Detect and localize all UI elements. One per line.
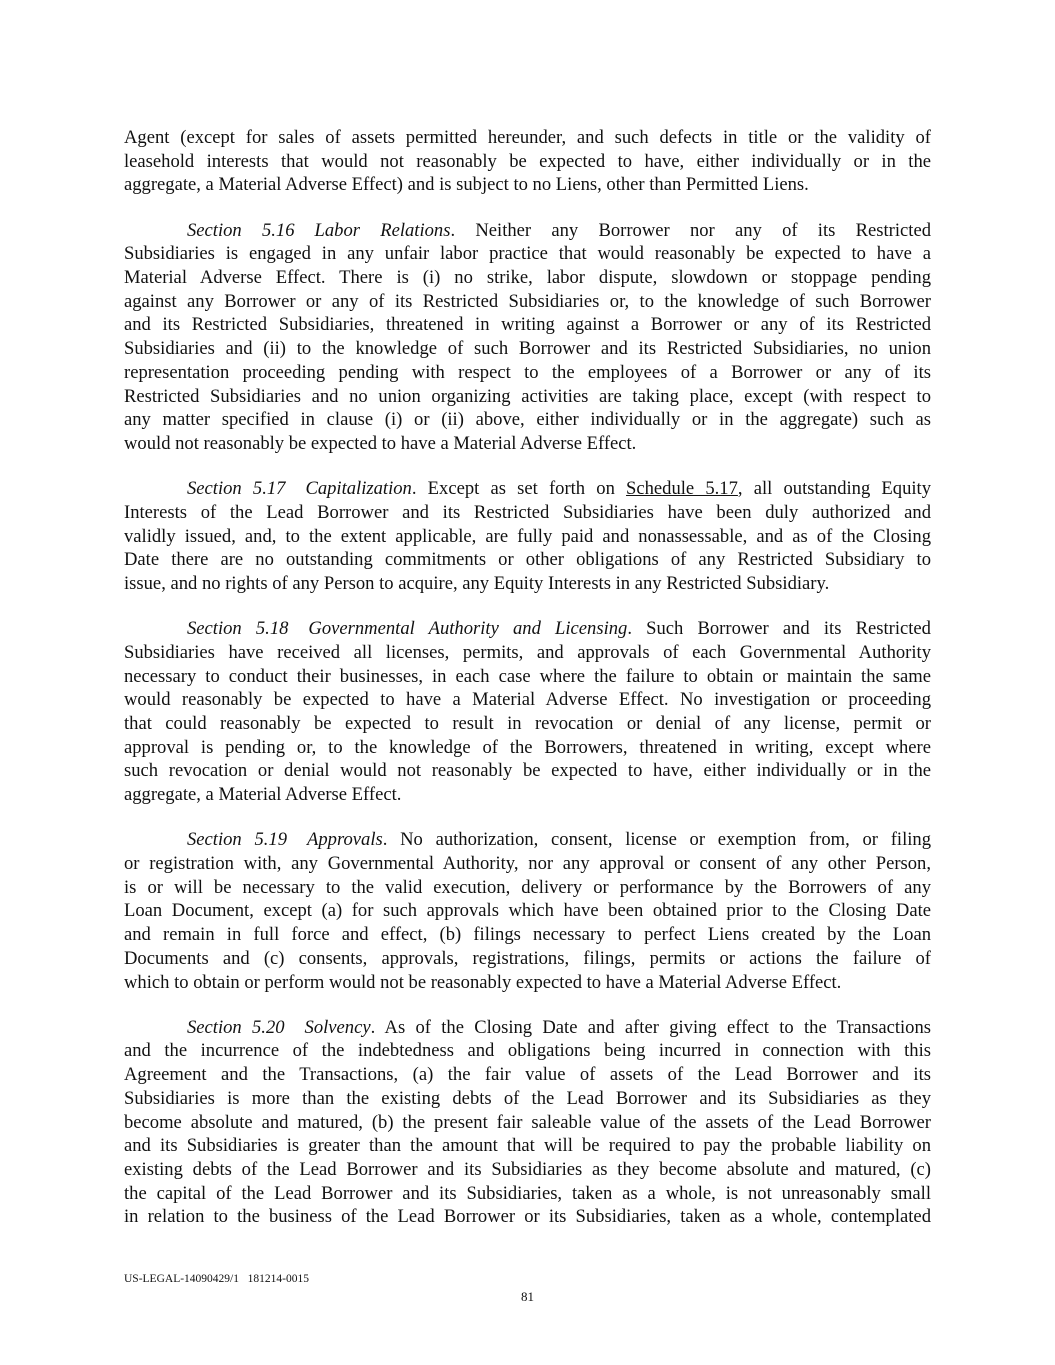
section-5-18: [124, 617, 931, 807]
text-line: and its Restricted Subsidiaries, threatened in writing against a Borrower or any of its Restricted: [124, 314, 931, 336]
text-line: is or will be necessary to the valid execution, delivery or performance by the Borrowers of any: [124, 876, 931, 898]
text-line: Loan Document, except (a) for such approvals which have been obtained prior to the Closing Date: [124, 900, 931, 922]
text-line: representation proceeding pending with respect to the employees of a Borrower or any of its: [124, 361, 931, 383]
text-line: any matter specified in clause (i) or (ii) above, either individually or in the aggregate) such as: [124, 409, 931, 431]
text-line: that could reasonably be expected to result in revocation or denial of any license, permit or: [124, 712, 931, 734]
text-line: Subsidiaries and (ii) to the knowledge of such Borrower and its Restricted Subsidiaries, no union: [124, 338, 931, 360]
section-title: Approvals: [307, 829, 383, 851]
text-line: Restricted Subsidiaries and no union organizing activities are taking place, except (with respect to: [124, 385, 931, 407]
text-line: would not reasonably be expected to have a Material Adverse Effect.: [124, 432, 637, 454]
section-heading-line: [124, 219, 931, 243]
text-line: Material Adverse Effect. There is (i) no strike, labor dispute, slowdown or stoppage pending: [124, 267, 931, 289]
section-heading-line: [124, 477, 931, 501]
text-line: or registration with, any Governmental Authority, nor any approval or consent of any other Person,: [124, 852, 931, 874]
page-number: 81: [521, 1289, 534, 1304]
footer-document-id: US-LEGAL-14090429/1 181214-0015: [124, 1273, 309, 1285]
text-line: such revocation or denial would not reasonably be expected to have, either individually or in the: [124, 760, 931, 782]
document-body: [124, 126, 931, 1251]
section-5-16: [124, 219, 931, 456]
section-5-20: [124, 1016, 931, 1229]
text-line: validly issued, and, to the extent applicable, are fully paid and nonassessable, and as of the Closing: [124, 525, 931, 547]
section-text: . Except as set forth on: [411, 478, 627, 500]
text-line: and its Subsidiaries is greater than the amount that will be required to pay the probable liability on: [124, 1135, 931, 1157]
section-5-17: [124, 477, 931, 596]
section-title: Governmental Authority and Licensing: [308, 618, 628, 640]
section-text: . Such Borrower and its Restricted: [627, 618, 931, 640]
section-text: . As of the Closing Date and after giving effect to the Transactions: [370, 1016, 931, 1038]
text-line: Interests of the Lead Borrower and its Restricted Subsidiaries have been duly authorized and: [124, 501, 931, 523]
text-line: Subsidiaries is engaged in any unfair labor practice that would reasonably be expected to have a: [124, 243, 931, 265]
text-line: issue, and no rights of any Person to acquire, any Equity Interests in any Restricted Subsidiary.: [124, 572, 830, 594]
schedule-reference: Schedule 5.17: [626, 478, 738, 500]
section-text: , all outstanding Equity: [737, 478, 931, 500]
text-line: Documents and (c) consents, approvals, registrations, filings, permits or actions the failure of: [124, 947, 931, 969]
text-line: the capital of the Lead Borrower and its Subsidiaries, taken as a whole, is not unreasonably small: [124, 1182, 931, 1204]
section-number: Section 5.19: [187, 829, 287, 851]
section-text: . Neither any Borrower nor any of its Restricted: [450, 219, 931, 241]
text-line: against any Borrower or any of its Restricted Subsidiaries or, to the knowledge of such Borrower: [124, 290, 931, 312]
text-line: which to obtain or perform would not be reasonably expected to have a Material Adverse Effect.: [124, 971, 842, 993]
text-line: aggregate, a Material Adverse Effect.: [124, 784, 402, 806]
section-title: Labor Relations: [314, 219, 451, 241]
section-number: Section 5.20: [187, 1016, 285, 1038]
text-line: existing debts of the Lead Borrower and its Subsidiaries as they become absolute and matured, (c): [124, 1158, 931, 1180]
section-number: Section 5.17: [187, 478, 286, 500]
section-number: Section 5.16: [187, 219, 295, 241]
text-line: necessary to conduct their businesses, in each case where the failure to obtain or maintain the same: [124, 665, 931, 687]
text-line: Date there are no outstanding commitments or other obligations of any Restricted Subsidiary to: [124, 549, 931, 571]
section-heading-line: [124, 617, 931, 641]
section-heading-line: [124, 828, 931, 852]
text-line: in relation to the business of the Lead Borrower or its Subsidiaries, taken as a whole, contemplated: [124, 1206, 931, 1228]
text-line: approval is pending or, to the knowledge of the Borrowers, threatened in writing, except where: [124, 736, 931, 758]
section-title: Solvency: [304, 1016, 371, 1038]
text-line: and remain in full force and effect, (b) filings necessary to perfect Liens created by the Loan: [124, 924, 931, 946]
text-line: become absolute and matured, (b) the present fair saleable value of the assets of the Lead Borrower: [124, 1111, 931, 1133]
text-line: leasehold interests that would not reasonably be expected to have, either individually or in the: [124, 150, 931, 172]
text-line: aggregate, a Material Adverse Effect) and is subject to no Liens, other than Permitted Liens.: [124, 174, 809, 196]
section-text: . No authorization, consent, license or exemption from, or filing: [382, 829, 931, 851]
section-5-19: [124, 828, 931, 994]
section-number: Section 5.18: [187, 618, 289, 640]
text-line: Subsidiaries have received all licenses, permits, and approvals of each Governmental Authority: [124, 641, 931, 663]
text-line: and the incurrence of the indebtedness and obligations being incurred in connection with this: [124, 1040, 931, 1062]
text-line: Agreement and the Transactions, (a) the fair value of assets of the Lead Borrower and its: [124, 1064, 931, 1086]
text-line: Subsidiaries is more than the existing debts of the Lead Borrower and its Subsidiaries as they: [124, 1087, 931, 1109]
section-title: Capitalization: [305, 478, 412, 500]
paragraph-continued: [124, 126, 931, 197]
text-line: would reasonably be expected to have a Material Adverse Effect. No investigation or proceeding: [124, 689, 931, 711]
text-line: Agent (except for sales of assets permitted hereunder, and such defects in title or the validity of: [124, 127, 931, 148]
section-heading-line: [124, 1016, 931, 1040]
